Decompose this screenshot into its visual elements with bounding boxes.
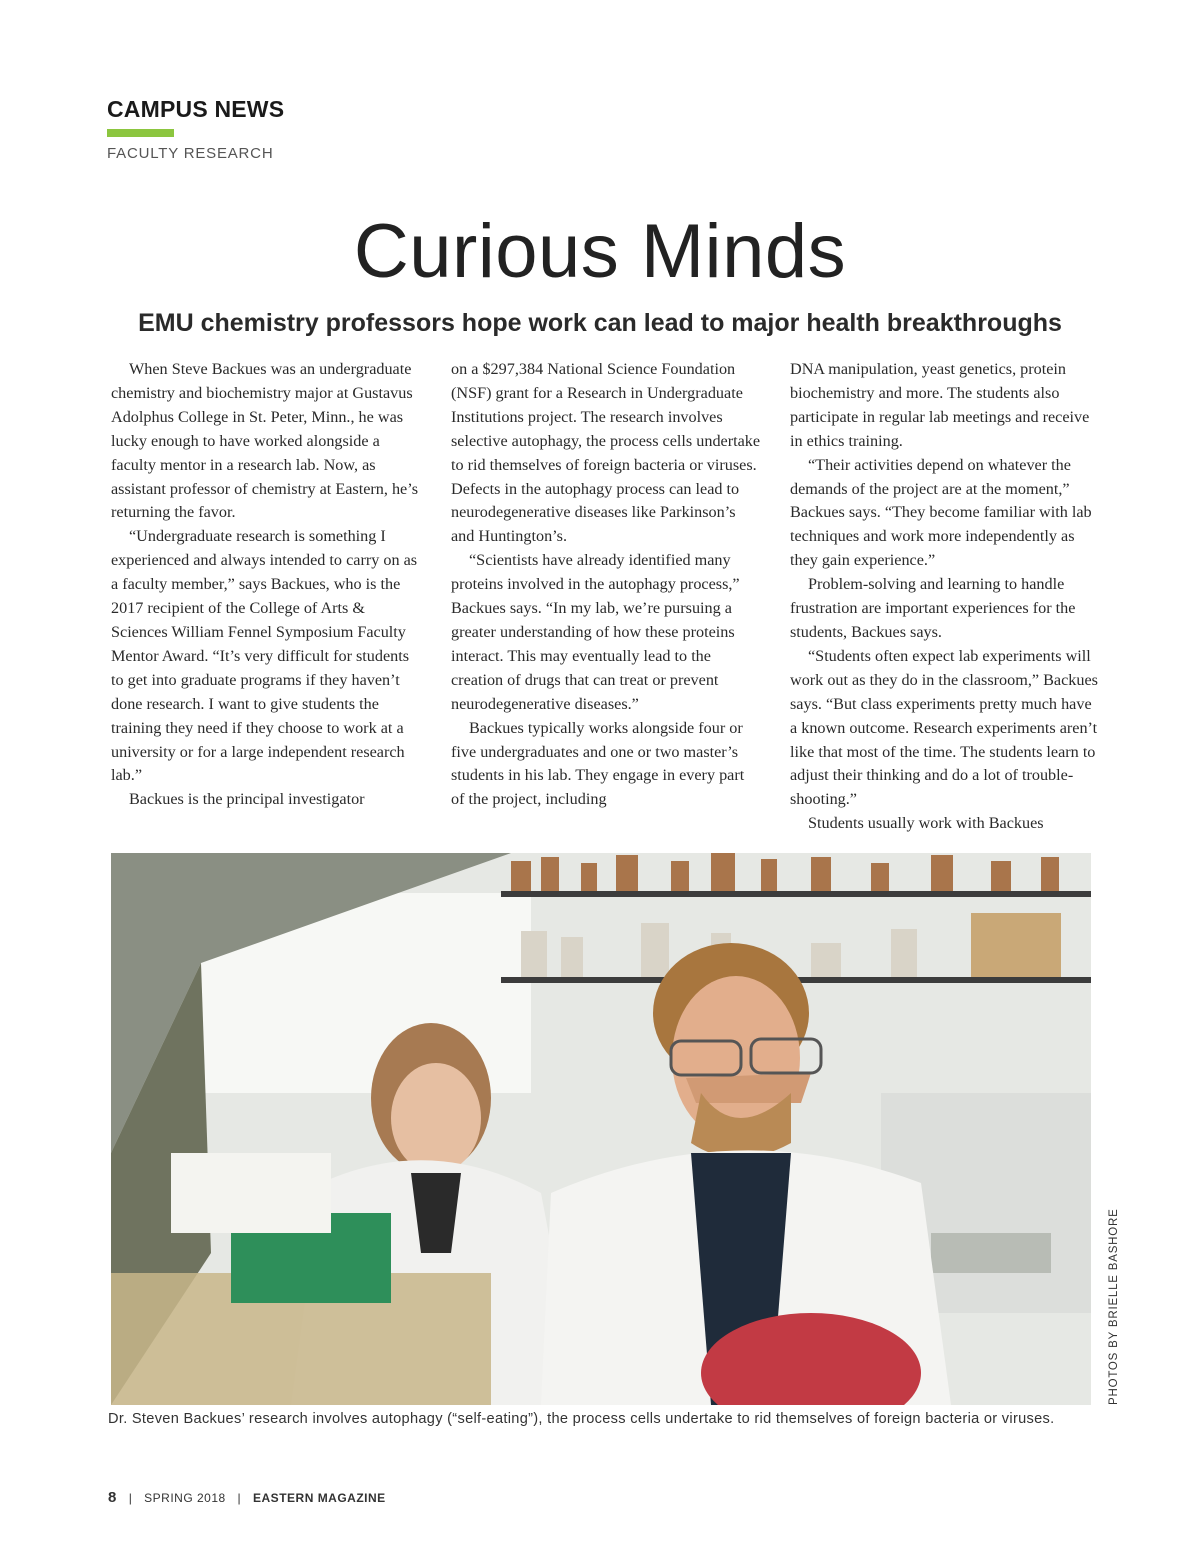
article-column-2 [451,358,761,812]
article-title: Curious Minds [353,209,847,294]
paragraph: on a $297,384 National Science Foundation (NSF) grant for a Research in Undergraduate Institutions project. The research involves selective autophagy, the process cells undertake to rid themselves of foreign bacteria or viruses. Defects in the autophagy process can lead to neurodegenerative diseases like Parkinson’s and Huntington’s. [451,360,761,546]
article-column-1 [111,358,421,812]
paragraph: “Scientists have already identified many proteins involved in the autophagy process,” Backues says. “In my lab, we’re pursuing a greater understanding of how these proteins interact. This may eventually lead to the creation of drugs that can treat or prevent neurodegenerative diseases.” [451,551,740,713]
paragraph: Students usually work with Backues [808,814,1044,833]
paragraph: When Steve Backues was an undergraduate chemistry and biochemistry major at Gustavus Adolphus College in St. Peter, Minn., he was lucky enough to have worked alongside a faculty mentor in a research lab. Now, as assistant professor of chemistry at Eastern, he’s returning the favor. [111,360,419,522]
article-deck: EMU chemistry professors hope work can lead to major health breakthroughs [138,309,1062,337]
article-body [111,358,1096,838]
paragraph: “Their activities depend on whatever the demands of the project are at the moment,” Backues says. “They become familiar with lab techniques and work more independently as they gain experience.” [790,455,1092,570]
issue-label: SPRING 2018 [144,1491,226,1505]
footer-divider: | [237,1491,242,1505]
paragraph: Problem-solving and learning to handle frustration are important experiences for the students, Backues says. [790,575,1076,641]
lab-photo [111,853,1091,1405]
page-number: 8 [108,1489,117,1506]
photo-caption: Dr. Steven Backues’ research involves autophagy (“self-eating”), the process cells undertake to rid themselves of foreign bacteria or viruses. [108,1411,1055,1427]
page-footer [108,1489,386,1506]
photo-credit: PHOTOS BY BRIELLE BASHORE [1108,1208,1120,1405]
subsection-label: FACULTY RESEARCH [107,145,274,162]
paragraph: “Undergraduate research is something I experienced and always intended to carry on as a faculty member,” says Backues, who is the 2017 recipient of the College of Arts & Sciences William Fennel Symposium Faculty Mentor Award. “It’s very difficult for students to get into graduate programs if they haven’t done research. I want to give students the training they need if they choose to work at a university or for a large independent research lab.” [111,527,418,785]
section-label: CAMPUS NEWS [107,96,285,122]
article-column-3 [790,358,1100,836]
publication-name: EASTERN MAGAZINE [253,1491,386,1505]
paragraph: DNA manipulation, yeast genetics, protein biochemistry and more. The students also participate in regular lab meetings and receive in ethics training. [790,360,1090,450]
section-accent-bar [107,129,174,137]
footer-divider: | [128,1491,133,1505]
paragraph: Backues is the principal investigator [129,790,365,809]
paragraph: “Students often expect lab experiments will work out as they do in the classroom,” Backues says. “But class experiments pretty much have a known outcome. Research experiments aren’t like that most of the time. The students learn to adjust their thinking and do a lot of trouble-shooting.” [790,646,1098,809]
paragraph: Backues typically works alongside four or five undergraduates and one or two master’s students in his lab. They engage in every part of the project, including [451,718,745,809]
